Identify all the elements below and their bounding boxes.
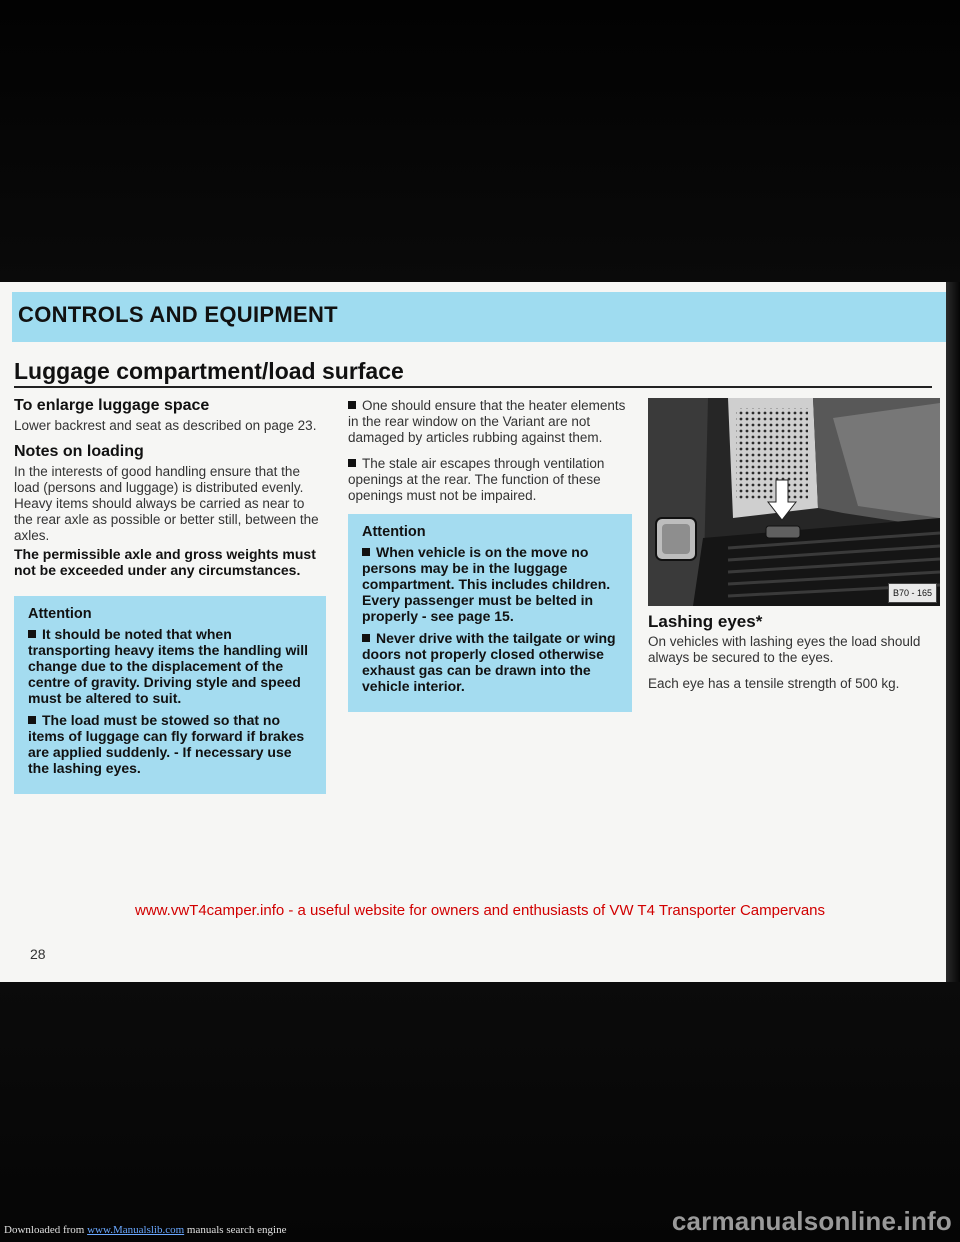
notes-text: In the interests of good handling ensure that the load (persons and luggage) is distributed evenly. Heavy items should always be carried as near to the rear axle as possible or better still, between the axles. [14,464,319,543]
lashing-strength-text: Each eye has a tensile strength of 500 kg. [648,676,900,691]
page-number: 28 [30,946,46,962]
bullet-paragraph: One should ensure that the heater elements in the rear window on the Variant are not damaged by articles rubbing against them. [348,398,626,445]
column-right [648,398,940,702]
notes-heading: Notes on loading [14,443,144,460]
lashing-eye-photo [648,398,940,606]
attention-title: Attention [362,524,426,540]
bullet-square-icon [362,634,370,642]
attention-item: The load must be stowed so that no items of luggage can fly forward if brakes are applied suddenly. - If necessary use the lashing eyes. [28,712,305,776]
scan-top-margin [0,0,960,290]
attention-title: Attention [28,606,92,622]
website-footer-link[interactable]: www.vwT4camper.info - a useful website for owners and enthusiasts of VW T4 Transporter Campervans [134,902,826,919]
column-middle [348,398,632,712]
scan-right-edge [946,282,960,987]
scan-bottom-margin [0,982,960,1242]
attention-item: It should be noted that when transporting heavy items the handling will change due to the displacement of the centre of gravity. Driving style and speed must be altered to suit. [28,626,309,706]
bullet-square-icon [28,630,36,638]
section-title: Luggage compartment/load surface [14,358,404,384]
bullet-square-icon [348,459,356,467]
site-watermark: carmanualsonline.info [671,1206,952,1236]
lashing-heading: Lashing eyes* [648,612,763,631]
enlarge-heading: To enlarge luggage space [14,397,210,414]
attention-item: Never drive with the tailgate or wing doors not properly closed otherwise exhaust gas can be drawn into the vehicle interior. [362,630,616,694]
figure-code: B70 - 165 [888,583,937,603]
column-left [14,398,326,794]
enlarge-text: Lower backrest and seat as described on page 23. [14,418,317,433]
attention-item: When vehicle is on the move no persons may be in the luggage compartment. This includes children. Every passenger must be belted in properly - see page 15. [362,544,611,624]
luggage-floor-illustration [648,398,940,606]
attention-box-middle [348,514,632,712]
chapter-title: CONTROLS AND EQUIPMENT [18,302,338,327]
bullet-paragraph: The stale air escapes through ventilation openings at the rear. The function of these openings must not be impaired. [348,456,605,503]
section-divider [14,386,932,388]
download-credit: Downloaded from www.Manualslib.com manuals search engine [4,1224,287,1236]
manualslib-link[interactable]: www.Manualslib.com [87,1224,185,1236]
bullet-square-icon [28,716,36,724]
bullet-square-icon [362,548,370,556]
bullet-square-icon [348,401,356,409]
notes-bold-warning: The permissible axle and gross weights must not be exceeded under any circumstances. [14,546,316,578]
attention-box-left [14,596,326,794]
lashing-text: On vehicles with lashing eyes the load should always be secured to the eyes. [648,634,921,665]
